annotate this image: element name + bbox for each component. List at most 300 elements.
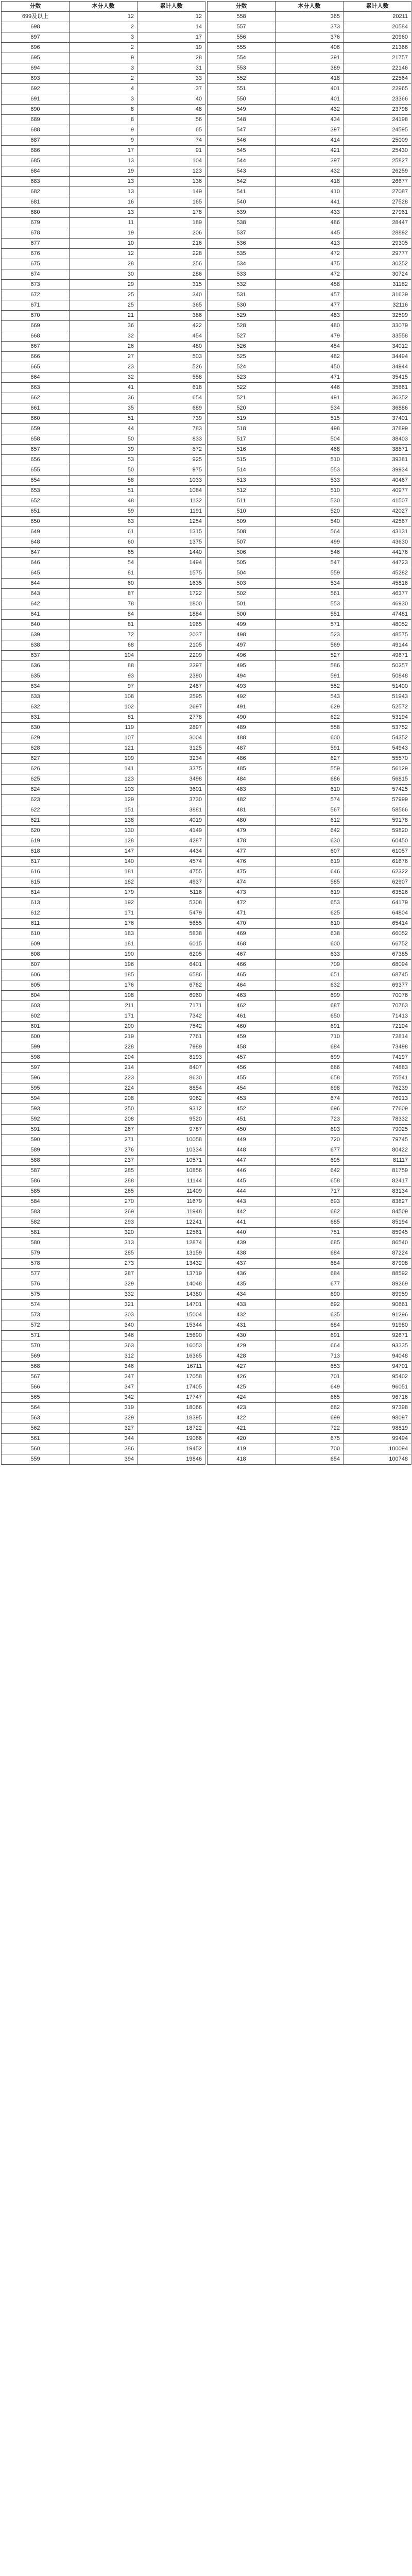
cell-score: 698 <box>2 22 70 32</box>
table-row <box>208 1351 411 1362</box>
cell-score: 599 <box>2 1042 70 1053</box>
cell-count: 397 <box>276 125 344 135</box>
table-row <box>2 115 205 125</box>
cell-count: 312 <box>70 1351 138 1362</box>
cell-cumulative: 47481 <box>344 609 411 620</box>
cell-count: 410 <box>276 187 344 197</box>
table-row <box>2 950 205 960</box>
cell-count: 619 <box>276 888 344 898</box>
cell-count: 685 <box>276 1238 344 1248</box>
cell-count: 713 <box>276 1351 344 1362</box>
cell-score: 571 <box>2 1331 70 1341</box>
cell-cumulative: 74883 <box>344 1063 411 1073</box>
cell-cumulative: 315 <box>138 280 205 290</box>
cell-cumulative: 44176 <box>344 548 411 558</box>
table-row <box>208 187 411 197</box>
table-row <box>208 867 411 877</box>
cell-cumulative: 2778 <box>138 713 205 723</box>
cell-cumulative: 56815 <box>344 774 411 785</box>
table-row <box>208 1125 411 1135</box>
cell-score: 519 <box>208 414 276 424</box>
cell-score: 624 <box>2 785 70 795</box>
cell-count: 81 <box>70 568 138 579</box>
cell-cumulative: 3881 <box>138 805 205 816</box>
cell-cumulative: 2487 <box>138 682 205 692</box>
cell-score: 633 <box>2 692 70 702</box>
cell-cumulative: 42027 <box>344 506 411 517</box>
table-row <box>2 1207 205 1217</box>
cell-count: 684 <box>276 1320 344 1331</box>
table-row <box>2 280 205 290</box>
table-row <box>2 393 205 403</box>
cell-score: 509 <box>208 517 276 527</box>
cell-cumulative: 81759 <box>344 1166 411 1176</box>
cell-count: 19 <box>70 166 138 177</box>
table-row <box>208 1423 411 1434</box>
cell-score: 657 <box>2 445 70 455</box>
cell-cumulative: 29305 <box>344 239 411 249</box>
cell-cumulative: 4434 <box>138 846 205 857</box>
cell-count: 97 <box>70 682 138 692</box>
cell-count: 8 <box>70 105 138 115</box>
cell-count: 682 <box>276 1207 344 1217</box>
cell-count: 432 <box>276 105 344 115</box>
cell-score: 644 <box>2 579 70 589</box>
table-row <box>2 1104 205 1114</box>
cell-count: 270 <box>70 1197 138 1207</box>
cell-count: 102 <box>70 702 138 713</box>
table-row <box>2 383 205 393</box>
cell-score: 568 <box>2 1362 70 1372</box>
cell-count: 457 <box>276 290 344 300</box>
cell-cumulative: 96716 <box>344 1393 411 1403</box>
table-row <box>2 805 205 816</box>
cell-count: 684 <box>276 1259 344 1269</box>
table-row <box>2 733 205 743</box>
cell-score: 498 <box>208 630 276 640</box>
cell-score: 527 <box>208 331 276 342</box>
table-row <box>2 1372 205 1382</box>
cell-cumulative: 83827 <box>344 1197 411 1207</box>
cell-score: 491 <box>208 702 276 713</box>
table-row <box>208 1290 411 1300</box>
cell-count: 176 <box>70 980 138 991</box>
cell-score: 697 <box>2 32 70 43</box>
cell-score: 535 <box>208 249 276 259</box>
cell-cumulative: 67385 <box>344 950 411 960</box>
cell-score: 589 <box>2 1145 70 1156</box>
table-row <box>2 548 205 558</box>
cell-score: 617 <box>2 857 70 867</box>
cell-score: 525 <box>208 352 276 362</box>
score-table-left-body <box>2 12 205 1465</box>
cell-score: 650 <box>2 517 70 527</box>
cell-cumulative: 2390 <box>138 671 205 682</box>
cell-score: 536 <box>208 239 276 249</box>
table-row <box>208 774 411 785</box>
table-row <box>208 919 411 929</box>
table-row <box>2 1197 205 1207</box>
cell-score: 561 <box>2 1434 70 1444</box>
table-row <box>208 589 411 599</box>
cell-cumulative: 5655 <box>138 919 205 929</box>
cell-count: 108 <box>70 692 138 702</box>
cell-count: 486 <box>276 218 344 228</box>
cell-score: 458 <box>208 1042 276 1053</box>
cell-score: 604 <box>2 991 70 1001</box>
cell-cumulative: 2037 <box>138 630 205 640</box>
cell-score: 606 <box>2 970 70 980</box>
cell-score: 667 <box>2 342 70 352</box>
cell-score: 587 <box>2 1166 70 1176</box>
cell-count: 53 <box>70 455 138 465</box>
cell-cumulative: 95402 <box>344 1372 411 1382</box>
cell-cumulative: 61057 <box>344 846 411 857</box>
cell-cumulative: 50848 <box>344 671 411 682</box>
table-row <box>208 125 411 135</box>
cell-score: 451 <box>208 1114 276 1125</box>
table-row <box>208 743 411 754</box>
cell-score: 515 <box>208 455 276 465</box>
cell-count: 65 <box>70 548 138 558</box>
cell-score: 598 <box>2 1053 70 1063</box>
cell-score: 485 <box>208 764 276 774</box>
cell-count: 441 <box>276 197 344 208</box>
table-row <box>208 249 411 259</box>
cell-cumulative: 2697 <box>138 702 205 713</box>
cell-count: 104 <box>70 651 138 661</box>
cell-score: 468 <box>208 939 276 950</box>
cell-score: 676 <box>2 249 70 259</box>
cell-count: 35 <box>70 403 138 414</box>
cell-score: 438 <box>208 1248 276 1259</box>
cell-count: 629 <box>276 702 344 713</box>
cell-count: 285 <box>70 1248 138 1259</box>
cell-count: 109 <box>70 754 138 764</box>
cell-count: 559 <box>276 568 344 579</box>
cell-score: 603 <box>2 1001 70 1011</box>
table-row <box>208 1362 411 1372</box>
cell-score: 685 <box>2 156 70 166</box>
cell-cumulative: 340 <box>138 290 205 300</box>
cell-cumulative: 23798 <box>344 105 411 115</box>
cell-cumulative: 16365 <box>138 1351 205 1362</box>
cell-score: 553 <box>208 63 276 74</box>
table-row <box>208 1053 411 1063</box>
cell-cumulative: 53752 <box>344 723 411 733</box>
cell-cumulative: 62907 <box>344 877 411 888</box>
table-row <box>208 846 411 857</box>
cell-score: 483 <box>208 785 276 795</box>
cell-score: 622 <box>2 805 70 816</box>
cell-score: 684 <box>2 166 70 177</box>
cell-cumulative: 12561 <box>138 1228 205 1238</box>
cell-cumulative: 92671 <box>344 1331 411 1341</box>
cell-score: 495 <box>208 661 276 671</box>
header-count: 本分人数 <box>70 2 138 12</box>
cell-score: 662 <box>2 393 70 403</box>
cell-count: 293 <box>70 1217 138 1228</box>
cell-count: 651 <box>276 970 344 980</box>
cell-count: 414 <box>276 135 344 146</box>
table-row <box>208 609 411 620</box>
cell-score: 503 <box>208 579 276 589</box>
cell-cumulative: 19846 <box>138 1454 205 1465</box>
cell-count: 273 <box>70 1259 138 1269</box>
cell-cumulative: 98819 <box>344 1423 411 1434</box>
cell-cumulative: 80422 <box>344 1145 411 1156</box>
table-row <box>2 743 205 754</box>
cell-cumulative: 1884 <box>138 609 205 620</box>
table-row <box>2 63 205 74</box>
cell-cumulative: 59178 <box>344 816 411 826</box>
cell-cumulative: 136 <box>138 177 205 187</box>
cell-count: 394 <box>70 1454 138 1465</box>
table-row <box>208 1022 411 1032</box>
cell-count: 684 <box>276 1269 344 1279</box>
table-row <box>208 764 411 774</box>
cell-score: 602 <box>2 1011 70 1022</box>
cell-cumulative: 94701 <box>344 1362 411 1372</box>
cell-cumulative: 48052 <box>344 620 411 630</box>
cell-cumulative: 1440 <box>138 548 205 558</box>
cell-cumulative: 4149 <box>138 826 205 836</box>
cell-score: 612 <box>2 908 70 919</box>
cell-count: 585 <box>276 877 344 888</box>
cell-score: 634 <box>2 682 70 692</box>
cell-score: 554 <box>208 53 276 63</box>
cell-cumulative: 61676 <box>344 857 411 867</box>
table-row <box>208 53 411 63</box>
table-row <box>208 816 411 826</box>
table-row <box>208 1331 411 1341</box>
cell-score: 479 <box>208 826 276 836</box>
cell-cumulative: 25430 <box>344 146 411 156</box>
table-row <box>208 1187 411 1197</box>
cell-score: 507 <box>208 537 276 548</box>
cell-count: 558 <box>276 723 344 733</box>
cell-score: 566 <box>2 1382 70 1393</box>
cell-count: 700 <box>276 1444 344 1454</box>
cell-score: 465 <box>208 970 276 980</box>
cell-cumulative: 27087 <box>344 187 411 197</box>
table-row <box>208 105 411 115</box>
cell-cumulative: 22146 <box>344 63 411 74</box>
cell-cumulative: 94048 <box>344 1351 411 1362</box>
table-row <box>208 269 411 280</box>
cell-cumulative: 16711 <box>138 1362 205 1372</box>
table-row <box>2 300 205 311</box>
table-row <box>208 259 411 269</box>
cell-count: 30 <box>70 269 138 280</box>
cell-cumulative: 5838 <box>138 929 205 939</box>
cell-score: 471 <box>208 908 276 919</box>
table-row <box>2 568 205 579</box>
cell-cumulative: 206 <box>138 228 205 239</box>
cell-cumulative: 65414 <box>344 919 411 929</box>
cell-count: 54 <box>70 558 138 568</box>
cell-score: 490 <box>208 713 276 723</box>
cell-count: 569 <box>276 640 344 651</box>
cell-count: 342 <box>70 1393 138 1403</box>
table-row <box>208 94 411 105</box>
cell-score: 522 <box>208 383 276 393</box>
cell-score: 454 <box>208 1083 276 1094</box>
table-row <box>208 311 411 321</box>
table-row <box>208 32 411 43</box>
cell-count: 214 <box>70 1063 138 1073</box>
cell-cumulative: 91980 <box>344 1320 411 1331</box>
cell-count: 29 <box>70 280 138 290</box>
cell-cumulative: 84509 <box>344 1207 411 1217</box>
cell-cumulative: 74197 <box>344 1053 411 1063</box>
cell-count: 329 <box>70 1279 138 1290</box>
table-row <box>2 1114 205 1125</box>
cell-count: 196 <box>70 960 138 970</box>
cell-cumulative: 28447 <box>344 218 411 228</box>
cell-score: 660 <box>2 414 70 424</box>
cell-count: 612 <box>276 816 344 826</box>
cell-count: 72 <box>70 630 138 640</box>
cell-score: 501 <box>208 599 276 609</box>
table-row <box>208 1248 411 1259</box>
cell-count: 653 <box>276 1362 344 1372</box>
table-row <box>2 1331 205 1341</box>
cell-score: 475 <box>208 867 276 877</box>
cell-score: 640 <box>2 620 70 630</box>
cell-cumulative: 59820 <box>344 826 411 836</box>
cell-count: 401 <box>276 94 344 105</box>
cell-count: 445 <box>276 228 344 239</box>
table-row <box>208 568 411 579</box>
cell-score: 635 <box>2 671 70 682</box>
cell-cumulative: 1965 <box>138 620 205 630</box>
cell-score: 596 <box>2 1073 70 1083</box>
table-row <box>208 682 411 692</box>
cell-score: 440 <box>208 1228 276 1238</box>
cell-count: 319 <box>70 1403 138 1413</box>
cell-count: 446 <box>276 383 344 393</box>
table-row <box>208 1279 411 1290</box>
cell-cumulative: 26677 <box>344 177 411 187</box>
table-row <box>208 630 411 640</box>
table-row <box>2 84 205 94</box>
cell-score: 576 <box>2 1279 70 1290</box>
cell-count: 224 <box>70 1083 138 1094</box>
cell-cumulative: 42567 <box>344 517 411 527</box>
cell-count: 332 <box>70 1290 138 1300</box>
cell-cumulative: 43630 <box>344 537 411 548</box>
cell-score: 665 <box>2 362 70 372</box>
cell-cumulative: 526 <box>138 362 205 372</box>
cell-score: 584 <box>2 1197 70 1207</box>
cell-score: 418 <box>208 1454 276 1465</box>
cell-cumulative: 14380 <box>138 1290 205 1300</box>
cell-count: 553 <box>276 599 344 609</box>
cell-cumulative: 54352 <box>344 733 411 743</box>
table-row <box>208 1403 411 1413</box>
table-row <box>208 651 411 661</box>
cell-count: 386 <box>70 1444 138 1454</box>
cell-cumulative: 178 <box>138 208 205 218</box>
table-row <box>208 1145 411 1156</box>
cell-cumulative: 69377 <box>344 980 411 991</box>
cell-score: 455 <box>208 1073 276 1083</box>
table-row <box>2 980 205 991</box>
cell-cumulative: 4574 <box>138 857 205 867</box>
cell-count: 418 <box>276 177 344 187</box>
table-row <box>2 22 205 32</box>
cell-count: 13 <box>70 156 138 166</box>
cell-score: 473 <box>208 888 276 898</box>
cell-cumulative: 558 <box>138 372 205 383</box>
table-row <box>208 1001 411 1011</box>
cell-score: 649 <box>2 527 70 537</box>
cell-count: 32 <box>70 331 138 342</box>
cell-cumulative: 36352 <box>344 393 411 403</box>
table-row <box>2 445 205 455</box>
cell-score: 460 <box>208 1022 276 1032</box>
cell-cumulative: 26259 <box>344 166 411 177</box>
cell-count: 141 <box>70 764 138 774</box>
cell-count: 695 <box>276 1156 344 1166</box>
cell-score: 456 <box>208 1063 276 1073</box>
table-row <box>208 43 411 53</box>
cell-count: 686 <box>276 1063 344 1073</box>
table-row <box>2 857 205 867</box>
cell-cumulative: 3601 <box>138 785 205 795</box>
table-row <box>2 1125 205 1135</box>
table-row <box>208 1372 411 1382</box>
cell-score: 625 <box>2 774 70 785</box>
cell-count: 682 <box>276 1403 344 1413</box>
cell-score: 556 <box>208 32 276 43</box>
cell-count: 25 <box>70 290 138 300</box>
table-row <box>208 754 411 764</box>
cell-score: 661 <box>2 403 70 414</box>
cell-count: 686 <box>276 774 344 785</box>
cell-count: 119 <box>70 723 138 733</box>
cell-cumulative: 20960 <box>344 32 411 43</box>
cell-count: 26 <box>70 342 138 352</box>
cell-count: 9 <box>70 53 138 63</box>
table-row <box>2 754 205 764</box>
cell-score: 621 <box>2 816 70 826</box>
table-row <box>2 1341 205 1351</box>
table-row <box>208 1104 411 1114</box>
cell-count: 504 <box>276 434 344 445</box>
table-row <box>2 269 205 280</box>
cell-cumulative: 8854 <box>138 1083 205 1094</box>
cell-score: 583 <box>2 1207 70 1217</box>
cell-cumulative: 1084 <box>138 486 205 496</box>
table-row <box>2 640 205 651</box>
cell-count: 547 <box>276 558 344 568</box>
table-row <box>208 372 411 383</box>
cell-cumulative: 64804 <box>344 908 411 919</box>
cell-cumulative: 6586 <box>138 970 205 980</box>
cell-score: 511 <box>208 496 276 506</box>
cell-cumulative: 68745 <box>344 970 411 980</box>
table-row <box>208 218 411 228</box>
cell-count: 138 <box>70 816 138 826</box>
table-row <box>208 723 411 733</box>
table-row <box>208 403 411 414</box>
cell-count: 551 <box>276 609 344 620</box>
cell-cumulative: 35861 <box>344 383 411 393</box>
cell-cumulative: 19066 <box>138 1434 205 1444</box>
cell-cumulative: 83134 <box>344 1187 411 1197</box>
